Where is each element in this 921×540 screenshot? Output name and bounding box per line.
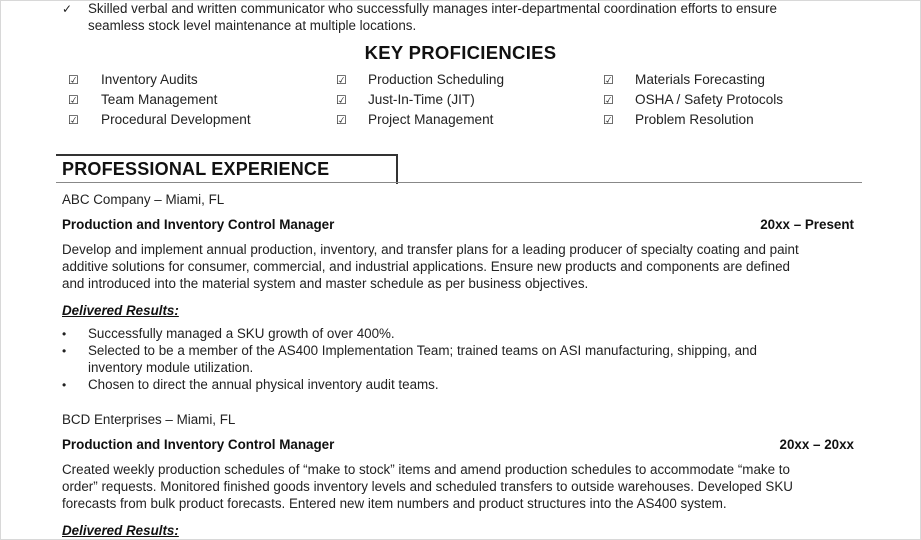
job-description-line: order” requests. Monitored finished goods inventory levels and scheduled transfers to outside warehouses. Developed SKU [62, 479, 793, 494]
checkbox-icon: ☑ [336, 73, 347, 87]
company-name: ABC Company – Miami, FL [62, 192, 225, 207]
proficiency-item: Problem Resolution [635, 112, 754, 127]
result-item-continued: inventory module utilization. [88, 360, 254, 375]
job-description-line: additive solutions for consumer, commercial, and industrial applications. Ensure new products and components are defined [62, 259, 790, 274]
job-description-line: and introduced into the material system and master schedule as per business objectives. [62, 276, 589, 291]
checkbox-icon: ☑ [336, 113, 347, 127]
job-dates: 20xx – Present [760, 217, 854, 232]
summary-line-2: seamless stock level maintenance at multiple locations. [88, 18, 417, 33]
delivered-results-label: Delivered Results: [62, 303, 179, 318]
company-name: BCD Enterprises – Miami, FL [62, 412, 236, 427]
summary-check-icon: ✓ [62, 2, 73, 16]
result-item: Selected to be a member of the AS400 Implementation Team; trained teams on ASI manufacturing, shipping, and [88, 343, 757, 358]
proficiency-item: Just-In-Time (JIT) [368, 92, 475, 107]
job-description-line: Develop and implement annual production, inventory, and transfer plans for a leading producer of specialty coating and paint [62, 242, 799, 257]
checkbox-icon: ☑ [68, 93, 79, 107]
job-description-line: forecasts from bulk product forecasts. Entered new item numbers and product structures into the AS400 system. [62, 496, 727, 511]
result-item: Chosen to direct the annual physical inventory audit teams. [88, 377, 439, 392]
checkbox-icon: ☑ [603, 73, 614, 87]
bullet-icon: • [62, 378, 67, 392]
proficiency-item: Procedural Development [101, 112, 251, 127]
proficiency-item: Production Scheduling [368, 72, 505, 87]
job-title: Production and Inventory Control Manager [62, 437, 335, 452]
section-divider [56, 182, 862, 183]
summary-line-1: Skilled verbal and written communicator who successfully manages inter-departmental coordination efforts to ensure [88, 1, 777, 16]
professional-experience-heading: PROFESSIONAL EXPERIENCE [62, 159, 330, 179]
result-item: Successfully managed a SKU growth of over 400%. [88, 326, 395, 341]
job-title: Production and Inventory Control Manager [62, 217, 335, 232]
proficiency-item: Inventory Audits [101, 72, 198, 87]
job-description-line: Created weekly production schedules of “make to stock” items and amend production schedules to accommodate “make to [62, 462, 790, 477]
job-dates: 20xx – 20xx [779, 437, 854, 452]
checkbox-icon: ☑ [68, 113, 79, 127]
proficiency-item: Materials Forecasting [635, 72, 765, 87]
proficiency-item: OSHA / Safety Protocols [635, 92, 784, 107]
key-proficiencies-heading: KEY PROFICIENCIES [364, 42, 557, 63]
checkbox-icon: ☑ [336, 93, 347, 107]
checkbox-icon: ☑ [603, 113, 614, 127]
proficiency-item: Team Management [101, 92, 218, 107]
delivered-results-label: Delivered Results: [62, 523, 179, 538]
checkbox-icon: ☑ [68, 73, 79, 87]
bullet-icon: • [62, 327, 67, 341]
bullet-icon: • [62, 344, 67, 358]
checkbox-icon: ☑ [603, 93, 614, 107]
proficiency-item: Project Management [368, 112, 494, 127]
